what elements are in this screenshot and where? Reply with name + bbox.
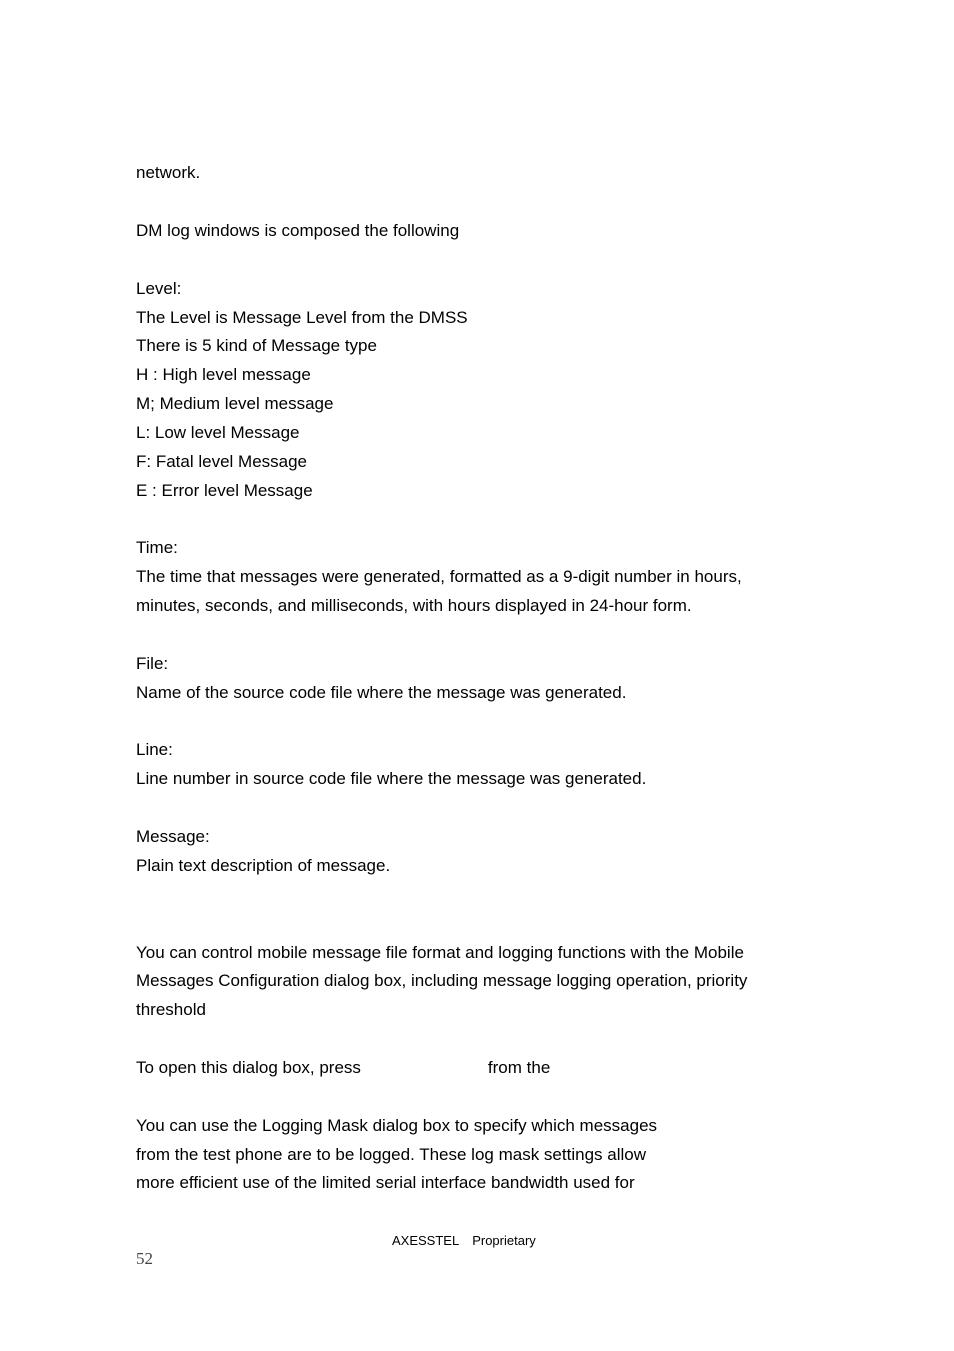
- message-heading: Message:: [136, 827, 210, 846]
- time-description-line-2: minutes, seconds, and milliseconds, with hours displayed in 24-hour form.: [136, 596, 692, 615]
- level-item-medium: M; Medium level message: [136, 394, 334, 413]
- config-paragraph-line-2: Messages Configuration dialog box, including message logging operation, priority: [136, 971, 748, 990]
- open-dialog-text-start: To open this dialog box, press: [136, 1058, 361, 1077]
- footer-company: AXESSTEL: [392, 1233, 460, 1248]
- page-number: 52: [136, 1249, 153, 1268]
- level-item-low: L: Low level Message: [136, 423, 300, 442]
- level-item-error: E : Error level Message: [136, 481, 313, 500]
- level-description: The Level is Message Level from the DMSS: [136, 308, 468, 327]
- time-description-line-1: The time that messages were generated, formatted as a 9-digit number in hours,: [136, 567, 742, 586]
- file-description: Name of the source code file where the message was generated.: [136, 683, 627, 702]
- dm-intro-text: DM log windows is composed the following: [136, 221, 460, 240]
- time-heading: Time:: [136, 538, 178, 557]
- page-footer: [392, 1233, 536, 1249]
- level-item-high: H : High level message: [136, 365, 311, 384]
- network-text: network.: [136, 163, 201, 182]
- line-description: Line number in source code file where the message was generated.: [136, 769, 647, 788]
- mask-paragraph-line-2: from the test phone are to be logged. These log mask settings allow: [136, 1145, 646, 1164]
- mask-paragraph-line-3: more efficient use of the limited serial interface bandwidth used for: [136, 1173, 635, 1192]
- open-dialog-text-end: from the: [487, 1058, 551, 1077]
- config-paragraph-line-1: You can control mobile message file format and logging functions with the Mobile: [136, 943, 744, 962]
- level-item-fatal: F: Fatal level Message: [136, 452, 308, 471]
- footer-label: Proprietary: [472, 1233, 536, 1248]
- message-description: Plain text description of message.: [136, 856, 391, 875]
- line-heading: Line:: [136, 740, 173, 759]
- open-dialog-instruction: [136, 1058, 550, 1078]
- level-count-text: There is 5 kind of Message type: [136, 336, 377, 355]
- mask-paragraph-line-1: You can use the Logging Mask dialog box to specify which messages: [136, 1116, 658, 1135]
- config-paragraph-line-3: threshold: [136, 1000, 206, 1019]
- file-heading: File:: [136, 654, 169, 673]
- level-heading: Level:: [136, 279, 182, 298]
